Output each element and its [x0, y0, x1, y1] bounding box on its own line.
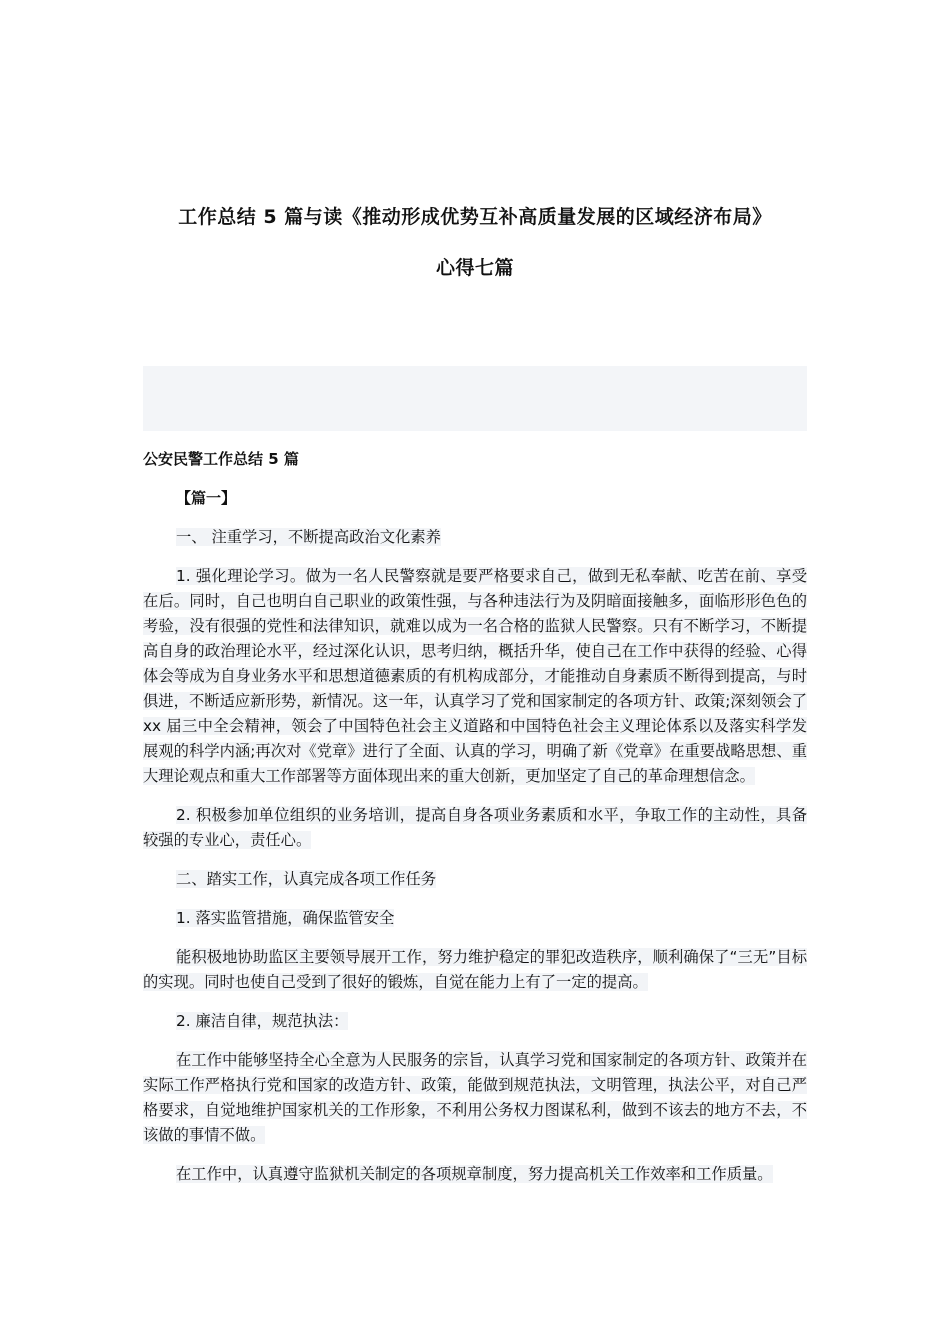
- document-body: [143, 447, 807, 1201]
- paragraph: 1. 强化理论学习。做为一名人民警察就是要严格要求自己，做到无私奉献、吃苦在前、享受在后。同时，自己也明白自己职业的政策性强，与各种违法行为及阴暗面接触多，面临形形色色的考验，没有很强的党性和法律知识，就难以成为一名合格的监狱人民警察。只有不断学习，不断提高自身的政治理论水平，经过深化认识，思考归纳，概括升华，使自己在工作中获得的经验、心得体会等成为自身业务水平和思想道德素质的有机构成部分，才能推动自身素质不断得到提高，与时俱进，不断适应新形势，新情况。这一年，认真学习了党和国家制定的各项方针、政策;深刻领会了 xx 届三中全会精神，领会了中国特色社会主义道路和中国特色社会主义理论体系以及落实科学发展观的科学内涵;再次对《党章》进行了全面、认真的学习，明确了新《党章》在重要战略思想、重大理论观点和重大工作部署等方面体现出来的重大创新，更加坚定了自己的革命理想信念。: [143, 567, 807, 785]
- document-title-line-2: 心得七篇: [435, 257, 514, 279]
- paragraph: 2. 积极参加单位组织的业务培训，提高自身各项业务素质和水平，争取工作的主动性，具备较强的专业心，责任心。: [143, 806, 807, 849]
- part-label: 【篇一】: [176, 489, 237, 507]
- section-heading: 公安民警工作总结 5 篇: [143, 450, 299, 468]
- paragraph: 一、 注重学习，不断提高政治文化素养: [176, 528, 441, 546]
- document-title-line-1: 工作总结 5 篇与读《推动形成优势互补高质量发展的区域经济布局》: [178, 206, 772, 228]
- blank-banner: [143, 366, 807, 431]
- paragraph: 在工作中能够坚持全心全意为人民服务的宗旨，认真学习党和国家制定的各项方针、政策并在实际工作严格执行党和国家的改造方针、政策，能做到规范执法，文明管理，执法公平，对自己严格要求，自觉地维护国家机关的工作形象，不利用公务权力图谋私利，做到不该去的地方不去，不该做的事情不做。: [143, 1051, 807, 1144]
- paragraph: 能积极地协助监区主要领导展开工作，努力维护稳定的罪犯改造秩序，顺利确保了“三无”目标的实现。同时也使自己受到了很好的锻炼，自觉在能力上有了一定的提高。: [143, 948, 807, 991]
- paragraph: 1. 落实监管措施，确保监管安全: [176, 909, 395, 927]
- paragraph: 2. 廉洁自律，规范执法：: [176, 1012, 349, 1030]
- paragraph: 在工作中，认真遵守监狱机关制定的各项规章制度，努力提高机关工作效率和工作质量。: [176, 1165, 773, 1183]
- paragraph: 二、踏实工作，认真完成各项工作任务: [176, 870, 437, 888]
